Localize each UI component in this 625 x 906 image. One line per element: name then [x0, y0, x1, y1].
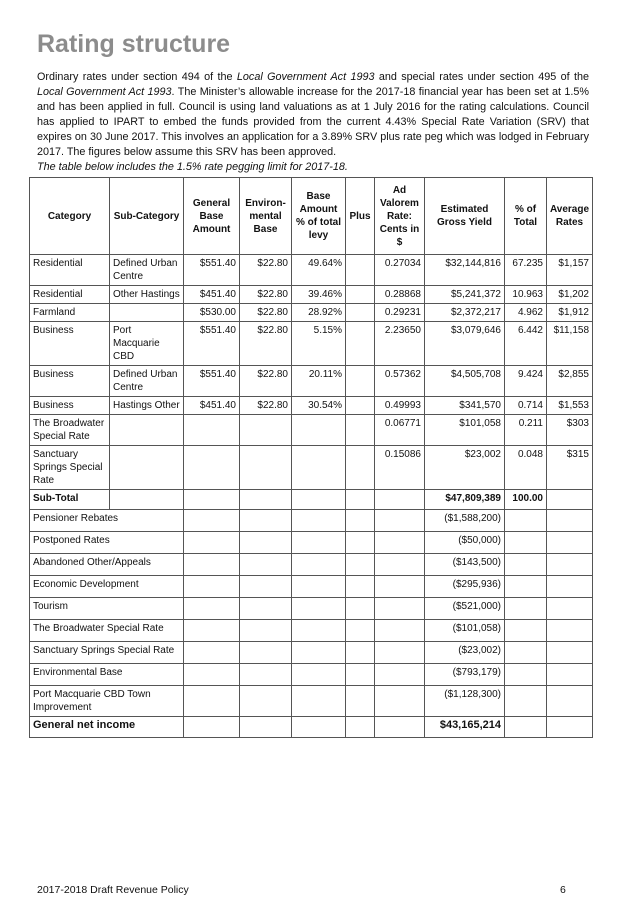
cell-environmental-base: $22.80 — [240, 397, 292, 415]
empty-cell — [375, 510, 425, 532]
empty-cell — [184, 532, 240, 554]
cell-general-base: $530.00 — [184, 304, 240, 322]
cell-sub-category — [110, 446, 184, 490]
empty-cell — [292, 642, 346, 664]
empty-cell — [240, 576, 292, 598]
empty-cell — [346, 576, 375, 598]
rating-table — [29, 177, 593, 738]
cell-average-rates: $303 — [547, 415, 593, 446]
cell-ad-valorem: 0.15086 — [375, 446, 425, 490]
adjustment-label: Environmental Base — [30, 664, 184, 686]
adjustment-value: ($23,002) — [425, 642, 505, 664]
table-row — [30, 397, 593, 415]
empty-cell — [110, 490, 184, 510]
header-general-base: General Base Amount — [184, 178, 240, 255]
empty-cell — [292, 490, 346, 510]
cell-pct-total: 0.714 — [505, 397, 547, 415]
cell-plus — [346, 415, 375, 446]
cell-plus — [346, 446, 375, 490]
empty-cell — [184, 490, 240, 510]
header-base-amount-pct: Base Amount % of total levy — [292, 178, 346, 255]
empty-cell — [375, 686, 425, 717]
adjustment-value: ($1,588,200) — [425, 510, 505, 532]
cell-average-rates: $11,158 — [547, 322, 593, 366]
cell-ad-valorem: 0.27034 — [375, 255, 425, 286]
cell-gross-yield: $32,144,816 — [425, 255, 505, 286]
cell-category: Business — [30, 397, 110, 415]
empty-cell — [346, 510, 375, 532]
adjustment-row — [30, 510, 593, 532]
cell-category: The Broadwater Special Rate — [30, 415, 110, 446]
cell-average-rates: $1,553 — [547, 397, 593, 415]
empty-cell — [547, 642, 593, 664]
cell-gross-yield: $4,505,708 — [425, 366, 505, 397]
adjustment-label: The Broadwater Special Rate — [30, 620, 184, 642]
cell-sub-category: Defined Urban Centre — [110, 366, 184, 397]
empty-cell — [240, 598, 292, 620]
empty-cell — [375, 576, 425, 598]
cell-category: Business — [30, 322, 110, 366]
table-row — [30, 255, 593, 286]
cell-base-pct: 39.46% — [292, 286, 346, 304]
empty-cell — [292, 664, 346, 686]
empty-cell — [505, 620, 547, 642]
empty-cell — [547, 717, 593, 738]
empty-cell — [547, 664, 593, 686]
net-income-row — [30, 717, 593, 738]
cell-base-pct — [292, 446, 346, 490]
cell-general-base: $551.40 — [184, 366, 240, 397]
cell-environmental-base: $22.80 — [240, 322, 292, 366]
cell-plus — [346, 366, 375, 397]
cell-gross-yield: $5,241,372 — [425, 286, 505, 304]
subtotal-row — [30, 490, 593, 510]
subtotal-yield: $47,809,389 — [425, 490, 505, 510]
empty-cell — [292, 532, 346, 554]
empty-cell — [346, 642, 375, 664]
cell-pct-total: 0.048 — [505, 446, 547, 490]
cell-general-base — [184, 415, 240, 446]
empty-cell — [375, 664, 425, 686]
empty-cell — [375, 490, 425, 510]
header-ad-valorem: Ad Valorem Rate: Cents in $ — [375, 178, 425, 255]
cell-base-pct: 28.92% — [292, 304, 346, 322]
empty-cell — [547, 510, 593, 532]
cell-base-pct — [292, 415, 346, 446]
adjustment-value: ($101,058) — [425, 620, 505, 642]
cell-pct-total: 9.424 — [505, 366, 547, 397]
empty-cell — [375, 642, 425, 664]
header-gross-yield: Estimated Gross Yield — [425, 178, 505, 255]
adjustment-value: ($50,000) — [425, 532, 505, 554]
adjustment-label: Tourism — [30, 598, 184, 620]
adjustment-row — [30, 642, 593, 664]
intro-segment: and special rates under section 495 of the — [374, 71, 589, 83]
empty-cell — [346, 686, 375, 717]
cell-general-base — [184, 446, 240, 490]
empty-cell — [547, 554, 593, 576]
cell-sub-category: Defined Urban Centre — [110, 255, 184, 286]
empty-cell — [346, 490, 375, 510]
adjustment-row — [30, 664, 593, 686]
empty-cell — [547, 620, 593, 642]
intro-segment: Local Government Act 1993 — [37, 85, 172, 98]
empty-cell — [184, 554, 240, 576]
empty-cell — [505, 576, 547, 598]
cell-sub-category: Hastings Other — [110, 397, 184, 415]
empty-cell — [292, 686, 346, 717]
empty-cell — [346, 598, 375, 620]
adjustment-label: Abandoned Other/Appeals — [30, 554, 184, 576]
cell-environmental-base: $22.80 — [240, 366, 292, 397]
empty-cell — [547, 576, 593, 598]
table-row — [30, 415, 593, 446]
net-income-value: $43,165,214 — [425, 717, 505, 738]
intro-segment: Local Government Act 1993 — [236, 71, 375, 83]
empty-cell — [375, 717, 425, 738]
table-row — [30, 446, 593, 490]
empty-cell — [505, 554, 547, 576]
cell-gross-yield: $341,570 — [425, 397, 505, 415]
cell-pct-total: 4.962 — [505, 304, 547, 322]
empty-cell — [292, 717, 346, 738]
cell-category: Business — [30, 366, 110, 397]
empty-cell — [505, 532, 547, 554]
table-note: The table below includes the 1.5% rate pegging limit for 2017-18. — [37, 161, 348, 173]
empty-cell — [240, 664, 292, 686]
table-row — [30, 322, 593, 366]
table-header-row — [30, 178, 593, 255]
cell-plus — [346, 304, 375, 322]
empty-cell — [292, 598, 346, 620]
cell-environmental-base: $22.80 — [240, 255, 292, 286]
cell-general-base: $551.40 — [184, 255, 240, 286]
empty-cell — [346, 620, 375, 642]
cell-category: Farmland — [30, 304, 110, 322]
cell-gross-yield: $23,002 — [425, 446, 505, 490]
cell-plus — [346, 286, 375, 304]
empty-cell — [292, 576, 346, 598]
header-average-rates: Average Rates — [547, 178, 593, 255]
cell-pct-total: 6.442 — [505, 322, 547, 366]
cell-environmental-base — [240, 415, 292, 446]
cell-average-rates: $2,855 — [547, 366, 593, 397]
empty-cell — [240, 532, 292, 554]
adjustment-row — [30, 620, 593, 642]
cell-base-pct: 20.11% — [292, 366, 346, 397]
cell-base-pct: 49.64% — [292, 255, 346, 286]
intro-paragraph — [37, 70, 589, 159]
cell-pct-total: 67.235 — [505, 255, 547, 286]
empty-cell — [505, 664, 547, 686]
empty-cell — [292, 620, 346, 642]
cell-plus — [346, 397, 375, 415]
cell-plus — [346, 255, 375, 286]
cell-pct-total: 0.211 — [505, 415, 547, 446]
empty-cell — [184, 620, 240, 642]
empty-cell — [375, 532, 425, 554]
cell-sub-category: Port Macquarie CBD — [110, 322, 184, 366]
cell-sub-category — [110, 304, 184, 322]
cell-ad-valorem: 0.49993 — [375, 397, 425, 415]
cell-category: Sanctuary Springs Special Rate — [30, 446, 110, 490]
empty-cell — [184, 510, 240, 532]
cell-environmental-base: $22.80 — [240, 286, 292, 304]
adjustment-label: Port Macquarie CBD Town Improvement — [30, 686, 184, 717]
cell-ad-valorem: 0.06771 — [375, 415, 425, 446]
cell-base-pct: 5.15% — [292, 322, 346, 366]
empty-cell — [547, 598, 593, 620]
cell-category: Residential — [30, 286, 110, 304]
cell-environmental-base — [240, 446, 292, 490]
net-income-label: General net income — [30, 717, 184, 738]
cell-average-rates: $315 — [547, 446, 593, 490]
empty-cell — [240, 510, 292, 532]
cell-base-pct: 30.54% — [292, 397, 346, 415]
empty-cell — [184, 642, 240, 664]
cell-average-rates: $1,912 — [547, 304, 593, 322]
empty-cell — [240, 490, 292, 510]
cell-general-base: $551.40 — [184, 322, 240, 366]
empty-cell — [184, 717, 240, 738]
empty-cell — [184, 576, 240, 598]
adjustment-label: Economic Development — [30, 576, 184, 598]
adjustment-value: ($1,128,300) — [425, 686, 505, 717]
empty-cell — [240, 554, 292, 576]
adjustment-value: ($521,000) — [425, 598, 505, 620]
cell-ad-valorem: 0.57362 — [375, 366, 425, 397]
empty-cell — [547, 686, 593, 717]
cell-gross-yield: $2,372,217 — [425, 304, 505, 322]
page-number: 6 — [560, 884, 566, 896]
header-environmental-base: Environ-mental Base — [240, 178, 292, 255]
subtotal-label: Sub-Total — [30, 490, 110, 510]
cell-sub-category: Other Hastings — [110, 286, 184, 304]
cell-sub-category — [110, 415, 184, 446]
cell-gross-yield: $101,058 — [425, 415, 505, 446]
empty-cell — [505, 510, 547, 532]
empty-cell — [184, 686, 240, 717]
cell-ad-valorem: 2.23650 — [375, 322, 425, 366]
subtotal-pct: 100.00 — [505, 490, 547, 510]
empty-cell — [547, 532, 593, 554]
header-category: Category — [30, 178, 110, 255]
empty-cell — [240, 686, 292, 717]
empty-cell — [346, 664, 375, 686]
adjustment-label: Postponed Rates — [30, 532, 184, 554]
adjustment-row — [30, 598, 593, 620]
cell-general-base: $451.40 — [184, 397, 240, 415]
adjustment-row — [30, 532, 593, 554]
empty-cell — [292, 554, 346, 576]
cell-plus — [346, 322, 375, 366]
header-sub-category: Sub-Category — [110, 178, 184, 255]
adjustment-row — [30, 554, 593, 576]
adjustment-row — [30, 686, 593, 717]
empty-cell — [292, 510, 346, 532]
cell-environmental-base: $22.80 — [240, 304, 292, 322]
cell-ad-valorem: 0.28868 — [375, 286, 425, 304]
empty-cell — [505, 598, 547, 620]
table-row — [30, 304, 593, 322]
cell-ad-valorem: 0.29231 — [375, 304, 425, 322]
page-title: Rating structure — [37, 30, 231, 58]
empty-cell — [184, 598, 240, 620]
intro-segment: . The Minister’s allowable increase for the 2017-18 financial year has been set at 1.5% and has been applied in full. Council is using land valuations as at 1 July 2016 for the rating calculations. Council has applied to IPART to embed the funds provided from the current 4.43% Special Rate Variation (SRV) that expires on 30 June 2017. This involves an application for a 3.89% SRV plus rate peg which was lodged in February 2017. The figures below assume this SRV has been approved. — [37, 85, 590, 158]
empty-cell — [375, 620, 425, 642]
cell-gross-yield: $3,079,646 — [425, 322, 505, 366]
empty-cell — [505, 717, 547, 738]
empty-cell — [505, 686, 547, 717]
table-row — [30, 366, 593, 397]
empty-cell — [505, 642, 547, 664]
header-plus: Plus — [346, 178, 375, 255]
cell-general-base: $451.40 — [184, 286, 240, 304]
adjustment-row — [30, 576, 593, 598]
empty-cell — [240, 620, 292, 642]
adjustment-label: Pensioner Rebates — [30, 510, 184, 532]
header-pct-total: % of Total — [505, 178, 547, 255]
footer-title: 2017-2018 Draft Revenue Policy — [37, 884, 189, 896]
empty-cell — [240, 717, 292, 738]
adjustment-label: Sanctuary Springs Special Rate — [30, 642, 184, 664]
cell-average-rates: $1,157 — [547, 255, 593, 286]
adjustment-value: ($143,500) — [425, 554, 505, 576]
cell-average-rates: $1,202 — [547, 286, 593, 304]
cell-pct-total: 10.963 — [505, 286, 547, 304]
cell-category: Residential — [30, 255, 110, 286]
intro-segment: Ordinary rates under section 494 of the — [37, 71, 237, 83]
empty-cell — [375, 554, 425, 576]
empty-cell — [375, 598, 425, 620]
adjustment-value: ($793,179) — [425, 664, 505, 686]
empty-cell — [547, 490, 593, 510]
empty-cell — [346, 717, 375, 738]
table-row — [30, 286, 593, 304]
empty-cell — [184, 664, 240, 686]
adjustment-value: ($295,936) — [425, 576, 505, 598]
empty-cell — [346, 554, 375, 576]
empty-cell — [346, 532, 375, 554]
empty-cell — [240, 642, 292, 664]
